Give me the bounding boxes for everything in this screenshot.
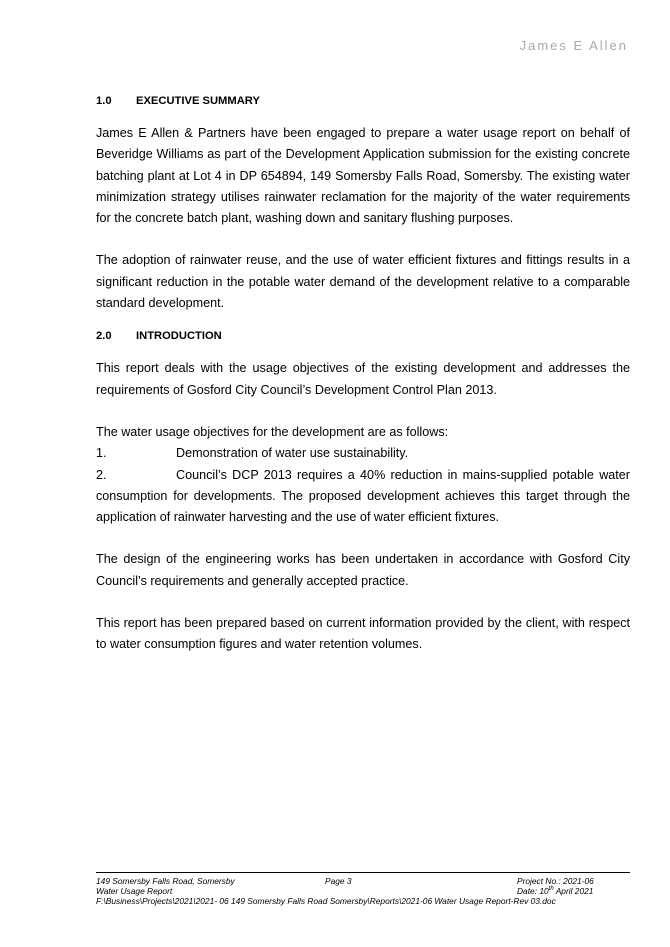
list-item-number: 1. bbox=[96, 446, 107, 461]
footer-date-sup: th bbox=[548, 886, 554, 893]
section-number: 1.0 bbox=[96, 95, 112, 107]
footer-file-path: F:\Business\Projects\2021\2021- 06 149 Somersby Falls Road Somersby\Reports\2021-06 Water Usage Report-Rev 03.doc bbox=[96, 896, 556, 906]
paragraph: The water usage objectives for the development are as follows: bbox=[96, 424, 449, 439]
footer-page-number: Page 3 bbox=[325, 876, 352, 886]
section-title: INTRODUCTION bbox=[136, 330, 222, 343]
document-body bbox=[96, 93, 630, 677]
footer-report-title: Water Usage Report bbox=[96, 886, 173, 896]
list-item bbox=[96, 443, 630, 464]
paragraph: The design of the engineering works has been undertaken in accordance with Gosford City Council’s requirements and generally accepted practice. bbox=[96, 552, 630, 588]
footer-address: 149 Somersby Falls Road, Somersby bbox=[96, 876, 235, 886]
paragraph: The adoption of rainwater reuse, and the use of water efficient fixtures and fittings results in a significant reduction in the potable water demand of the development relative to a comparable standard development. bbox=[96, 253, 630, 311]
paragraph: This report has been prepared based on current information provided by the client, with respect to water consumption figures and water retention volumes. bbox=[96, 616, 630, 652]
page-footer bbox=[96, 872, 630, 906]
list-item-number: 2. bbox=[96, 467, 107, 482]
list-item-text: Council’s DCP 2013 requires a 40% reduction in mains-supplied potable water consumption for developments. The proposed development achieves this target through the application of rainwater harvesting and the use of water efficient fixtures. bbox=[96, 467, 630, 525]
paragraph: This report deals with the usage objectives of the existing development and addresses the requirements of Gosford City Council’s Development Control Plan 2013. bbox=[96, 361, 630, 397]
header-brand-text: James E Allen bbox=[519, 38, 628, 53]
footer-date-suffix: April 2021 bbox=[553, 886, 594, 896]
section-heading-introduction bbox=[96, 328, 630, 344]
section-heading-executive-summary bbox=[96, 93, 630, 109]
footer-project-number: Project No.: 2021-06 bbox=[517, 876, 594, 886]
list-item-text: Demonstration of water use sustainability. bbox=[176, 446, 409, 461]
section-title: EXECUTIVE SUMMARY bbox=[136, 95, 260, 107]
footer-date bbox=[517, 886, 593, 896]
section-number: 2.0 bbox=[96, 330, 112, 343]
footer-date-prefix: Date: 10 bbox=[517, 886, 549, 896]
paragraph: James E Allen & Partners have been engaged to prepare a water usage report on behalf of Beveridge Williams as part of the Development Application submission for the existing concrete batching plant at Lot 4 in DP 654894, 149 Somersby Falls Road, Somersby. The existing water minimization strategy utilises rainwater reclamation for the majority of the water requirements for the concrete batch plant, washing down and sanitary flushing purposes. bbox=[96, 126, 630, 226]
list-item bbox=[96, 465, 630, 529]
